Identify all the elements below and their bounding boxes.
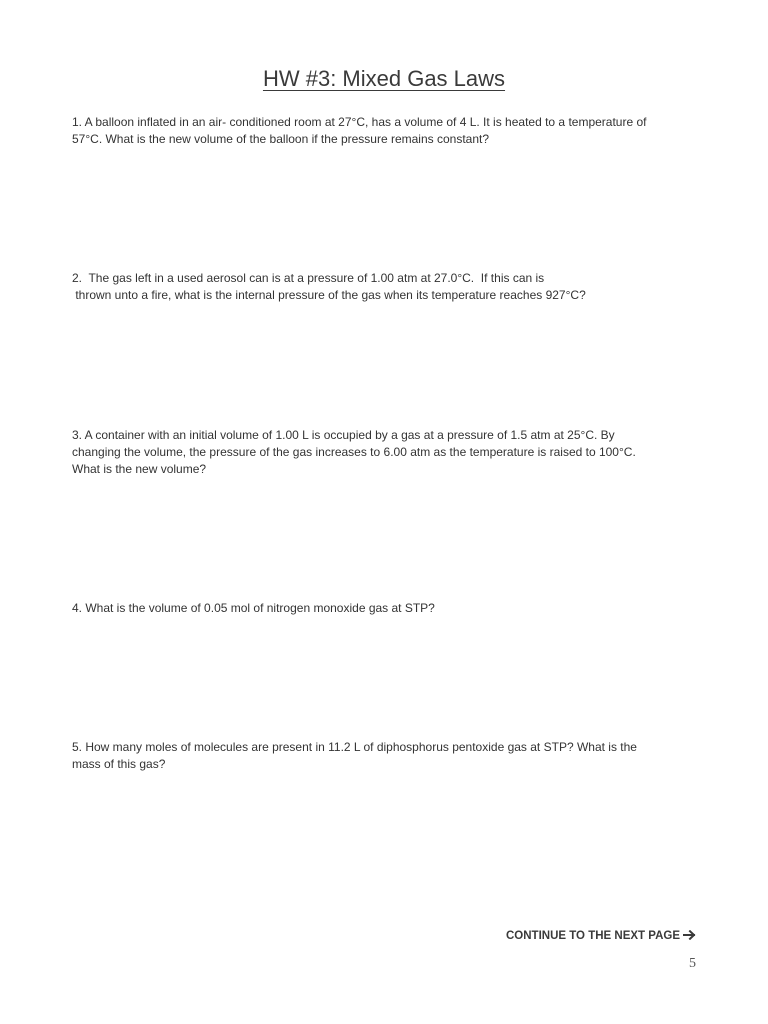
arrow-right-icon	[683, 930, 696, 942]
continue-label: CONTINUE TO THE NEXT PAGE	[505, 930, 680, 942]
question-3-line-1: 3. A container with an initial volume of 1.00 L is occupied by a gas at a pressure of 1.5 atm at 25°C. By	[72, 428, 615, 442]
page-number: 5	[689, 956, 696, 971]
question-2	[72, 270, 702, 304]
question-5	[72, 739, 702, 773]
question-1	[72, 114, 702, 148]
page-title	[0, 66, 768, 92]
question-4	[72, 600, 702, 617]
continue-to-next-page	[506, 930, 696, 942]
question-3-line-3: What is the new volume?	[72, 462, 207, 476]
question-5-line-1: 5. How many moles of molecules are present in 11.2 L of diphosphorus pentoxide gas at STP? What is the	[72, 740, 637, 754]
question-4-line-1: 4. What is the volume of 0.05 mol of nitrogen monoxide gas at STP?	[72, 601, 435, 615]
question-1-line-1: 1. A balloon inflated in an air- conditioned room at 27°C, has a volume of 4 L. It is heated to a temperature of	[72, 115, 647, 129]
question-2-line-1: 2. The gas left in a used aerosol can is at a pressure of 1.00 atm at 27.0°C. If this can is	[72, 271, 545, 285]
question-3	[72, 427, 702, 478]
question-5-line-2: mass of this gas?	[72, 757, 166, 771]
question-3-line-2: changing the volume, the pressure of the gas increases to 6.00 atm as the temperature is raised to 100°C.	[72, 445, 636, 459]
question-2-line-2: thrown unto a fire, what is the internal pressure of the gas when its temperature reaches 927°C?	[72, 288, 586, 302]
page-title-text: HW #3: Mixed Gas Laws	[262, 66, 506, 91]
question-1-line-2: 57°C. What is the new volume of the balloon if the pressure remains constant?	[72, 132, 490, 146]
